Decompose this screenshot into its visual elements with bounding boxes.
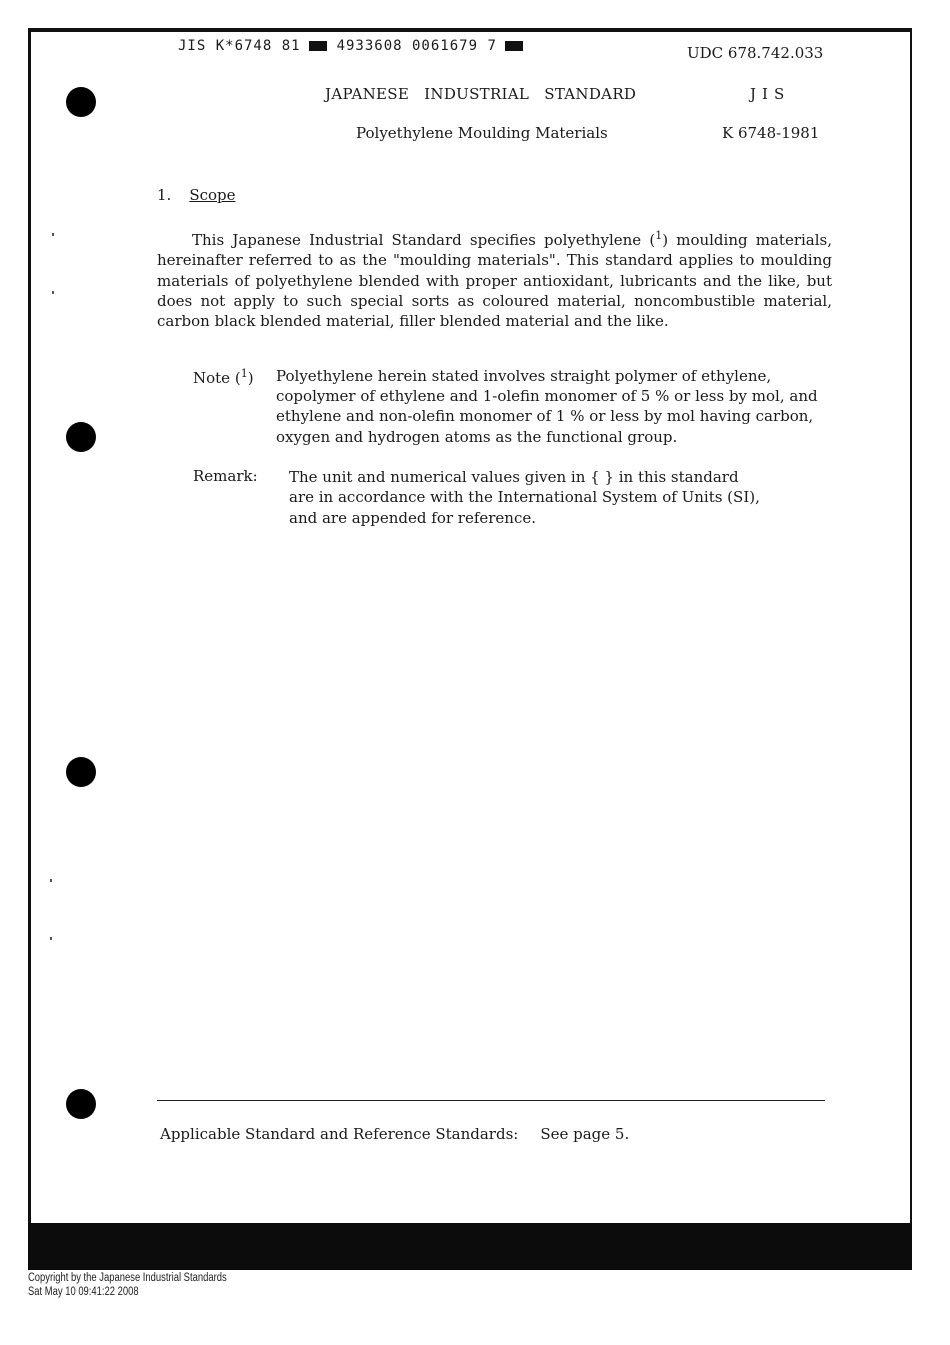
copyright-notice <box>28 1271 227 1299</box>
punch-hole <box>66 1089 96 1119</box>
remark-line: are in accordance with the International System of Units (SI), <box>289 488 760 507</box>
scan-speck <box>50 937 52 940</box>
remark-line: and are appended for reference. <box>289 508 537 527</box>
footnote-ref: 1 <box>655 229 663 242</box>
note-text: Polyethylene herein stated involves straight polymer of ethylene, copolymer of ethylene and 1-olefin monomer of 5 % or less by mol, and ethylene and non-olefin monomer of 1 % or less by mol having carbon, oxygen and hydrogen atoms as the functional group. <box>276 367 818 446</box>
code-block-mark <box>505 41 523 51</box>
remark-text <box>289 467 804 528</box>
udc-number: UDC 678.742.033 <box>687 44 824 62</box>
jis-mark: JIS <box>750 85 791 103</box>
scan-speck <box>52 291 54 294</box>
scope-text-start: This Japanese Industrial Standard specifies polyethylene ( <box>192 231 656 249</box>
applicable-value: See page 5. <box>540 1125 630 1143</box>
catalog-code <box>178 38 533 54</box>
applicable-label: Applicable Standard and Reference Standards: <box>160 1125 519 1143</box>
remark-label: Remark: <box>193 467 258 485</box>
punch-hole <box>66 87 96 117</box>
catalog-code-digits: 4933608 0061679 7 <box>336 38 497 54</box>
punch-hole <box>66 422 96 452</box>
punch-hole <box>66 757 96 787</box>
page-frame <box>28 28 912 1270</box>
scope-paragraph <box>157 226 832 331</box>
standard-title: JAPANESE INDUSTRIAL STANDARD <box>325 85 637 103</box>
scan-speck <box>52 233 54 236</box>
applicable-standards <box>160 1125 629 1143</box>
code-block-mark <box>309 41 327 51</box>
section-number: 1. <box>157 186 172 204</box>
catalog-code-prefix: JIS K*6748 81 <box>178 38 301 54</box>
scan-footer-band <box>28 1223 912 1270</box>
scan-speck <box>50 879 52 882</box>
document-number: K 6748-1981 <box>722 124 820 142</box>
remark-line: The unit and numerical values given in { } in this standard <box>289 468 739 486</box>
copyright-line: Copyright by the Japanese Industrial Standards <box>28 1272 227 1284</box>
footer-divider <box>157 1100 825 1101</box>
note-label: Note ($^1$) <box>193 367 254 387</box>
note-ref: 1 <box>240 367 248 380</box>
timestamp-line: Sat May 10 09:41:22 2008 <box>28 1286 139 1298</box>
section-heading <box>157 186 236 204</box>
document-title: Polyethylene Moulding Materials <box>356 124 608 142</box>
scope-text-end: ) moulding materials, hereinafter referred to as the "moulding materials". This standard applies to moulding materials of polyethylene blended with proper antioxidant, lubricants and the like, but does not apply to such special sorts as coloured material, noncombustible material, carbon black blended material, filler blended material and the like. <box>157 231 832 331</box>
section-title: Scope <box>189 186 236 204</box>
